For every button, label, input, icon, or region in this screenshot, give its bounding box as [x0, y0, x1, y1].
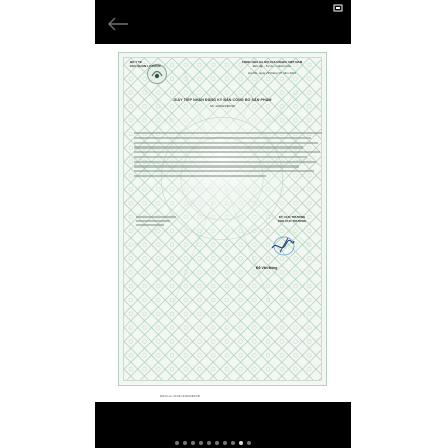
- back-arrow-icon[interactable]: [107, 17, 129, 31]
- page-dot[interactable]: [199, 441, 203, 445]
- viewer-bottom-bar: [95, 402, 351, 448]
- page-dot[interactable]: [231, 441, 235, 445]
- page-dot[interactable]: [207, 441, 211, 445]
- page-dot[interactable]: [239, 441, 243, 445]
- signer-title: KT. CỤC TRƯỞNG: [278, 216, 306, 219]
- page-dot[interactable]: [175, 441, 179, 445]
- header-left-line2: CỤC QUẢN LÝ DƯỢC: [130, 65, 162, 68]
- document-image: [118, 52, 327, 386]
- footer-caption: Mã hồ sơ: 20.08.14/2021/ĐKCB: [160, 394, 200, 398]
- document-title: GIẤY TIẾP NHẬN ĐĂNG KÝ BẢN CÔNG BỐ SẢN PHẨM: [173, 98, 272, 102]
- signer-name: Đỗ Văn Đông: [256, 266, 278, 270]
- page-dot[interactable]: [215, 441, 219, 445]
- viewer-top-bar: [95, 0, 351, 44]
- document-border: [123, 57, 322, 381]
- signature-stamp-icon: [268, 234, 296, 258]
- page-dot[interactable]: [247, 441, 251, 445]
- page-dot[interactable]: [191, 441, 195, 445]
- document-number: Số: 14/2021/ĐKSP: [209, 104, 236, 108]
- signer-subtitle: PHÓ CỤC TRƯỞNG: [277, 220, 307, 223]
- header-right-line1: CỘNG HÒA XÃ HỘI CHỦ NGHĨA VIỆT NAM: [241, 61, 303, 64]
- left-sign-block: [136, 216, 176, 226]
- status-icon: [333, 4, 343, 12]
- page-dot[interactable]: [223, 441, 227, 445]
- header-right-line2: Độc lập - Tự do - Hạnh phúc: [253, 65, 291, 68]
- page-indicator[interactable]: [175, 441, 251, 446]
- page-dot[interactable]: [183, 441, 187, 445]
- document-body-lines: [134, 132, 322, 180]
- header-right-date: Hà Nội, ngày 29 tháng 07 năm 2021: [247, 72, 297, 75]
- header-left-line1: BỘ Y TẾ: [130, 61, 142, 64]
